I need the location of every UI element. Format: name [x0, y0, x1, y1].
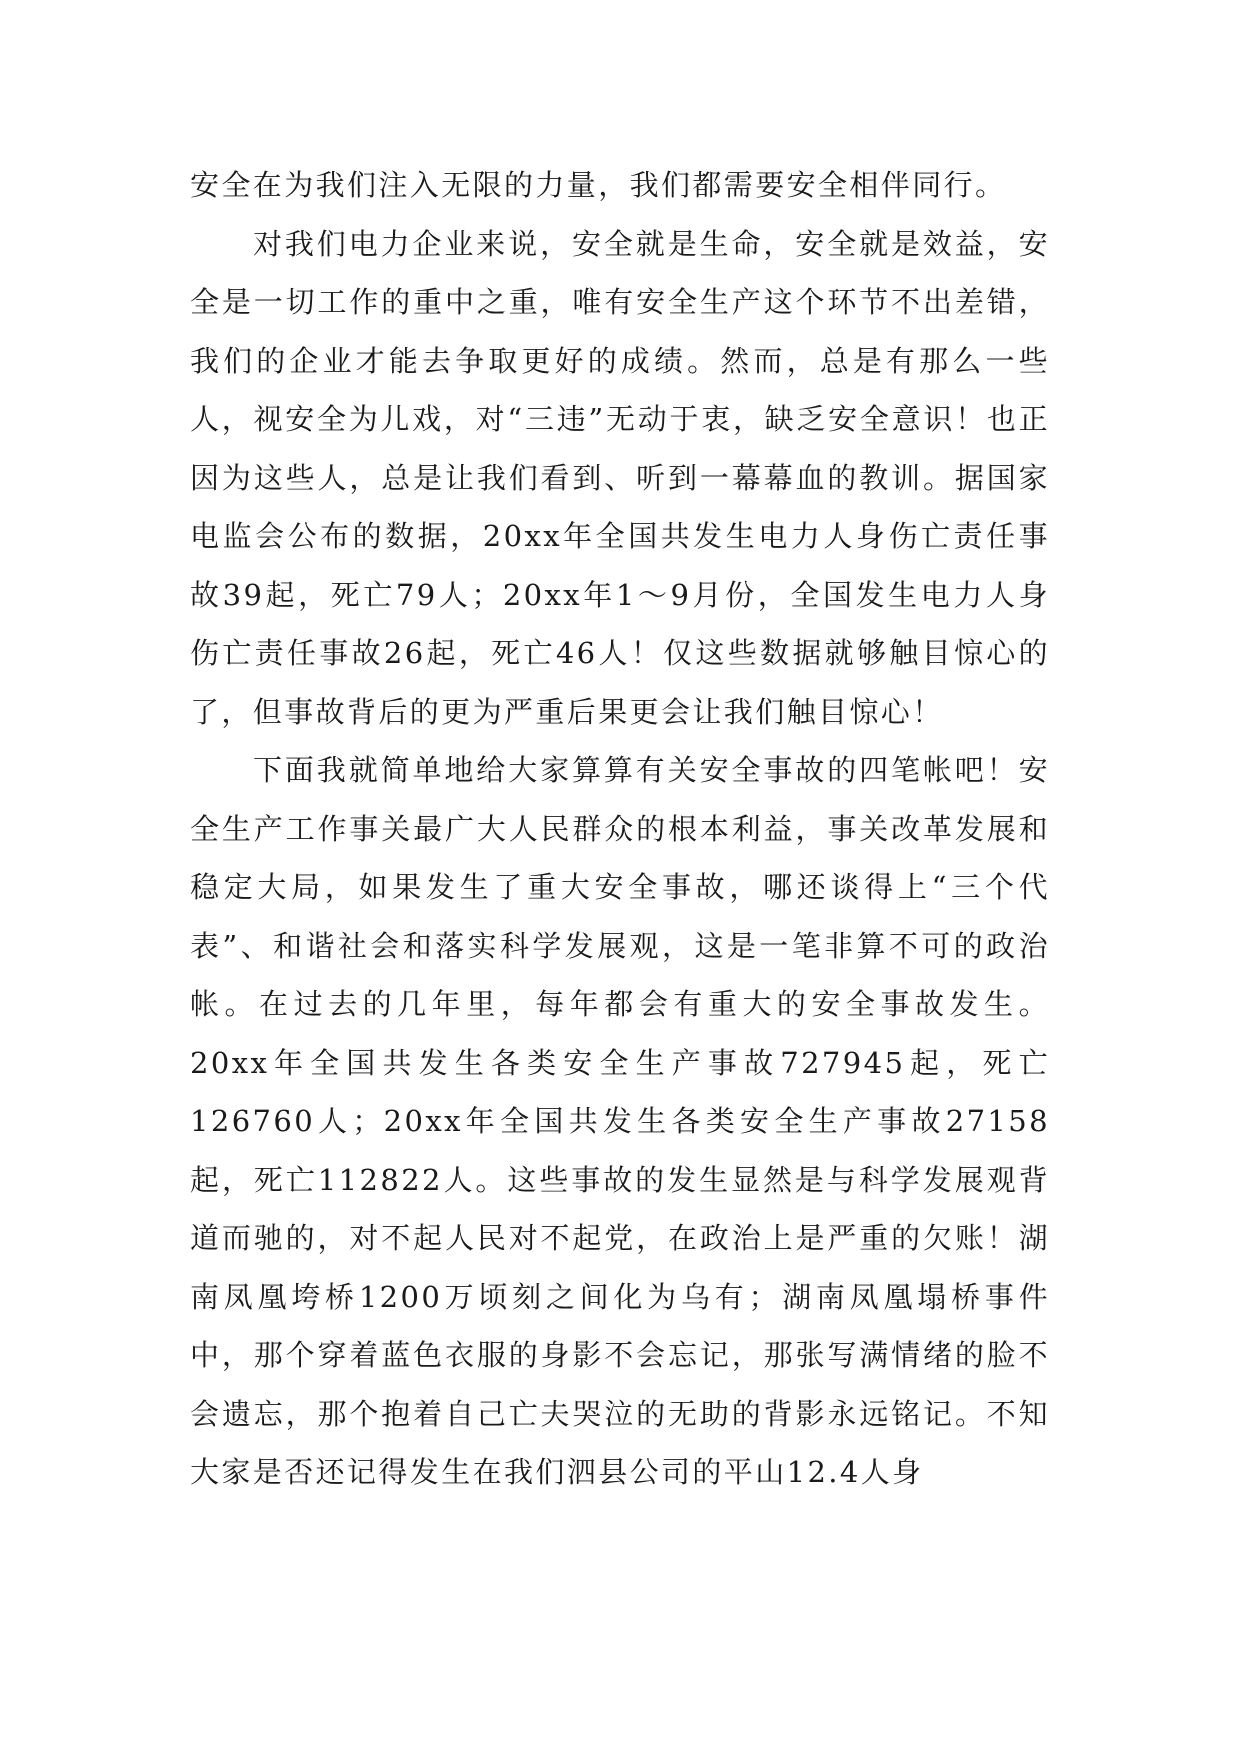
paragraph-3: 下面我就简单地给大家算算有关安全事故的四笔帐吧！安全生产工作事关最广大人民群众的根本利益，事关改革发展和稳定大局，如果发生了重大安全事故，哪还谈得上“三个代表”、和谐社会和落实科学发展观，这是一笔非算不可的政治帐。在过去的几年里，每年都会有重大的安全事故发生。20xx年全国共发生各类安全生产事故727945起，死亡126760人；20xx年全国共发生各类安全生产事故27158起，死亡112822人。这些事故的发生显然是与科学发展观背道而驰的，对不起人民对不起党，在政治上是严重的欠账！湖南凤凰垮桥1200万顷刻之间化为乌有；湖南凤凰塌桥事件中，那个穿着蓝色衣服的身影不会忘记，那张写满情绪的脸不会遗忘，那个抱着自己亡夫哭泣的无助的背影永远铭记。不知大家是否还记得发生在我们泗县公司的平山12.4人身: [190, 753, 1050, 1489]
paragraph-2: 对我们电力企业来说，安全就是生命，安全就是效益，安全是一切工作的重中之重，唯有安全生产这个环节不出差错，我们的企业才能去争取更好的成绩。然而，总是有那么一些人，视安全为儿戏，对“三违”无动于衷，缺乏安全意识！也正因为这些人，总是让我们看到、听到一幕幕血的教训。据国家电监会公布的数据，20xx年全国共发生电力人身伤亡责任事故39起，死亡79人；20xx年1～9月份，全国发生电力人身伤亡责任事故26起，死亡46人！仅这些数据就够触目惊心的了，但事故背后的更为严重后果更会让我们触目惊心！: [190, 226, 1050, 729]
paragraph-1: 安全在为我们注入无限的力量，我们都需要安全相伴同行。: [190, 168, 1007, 202]
body-text: [190, 156, 1050, 1502]
